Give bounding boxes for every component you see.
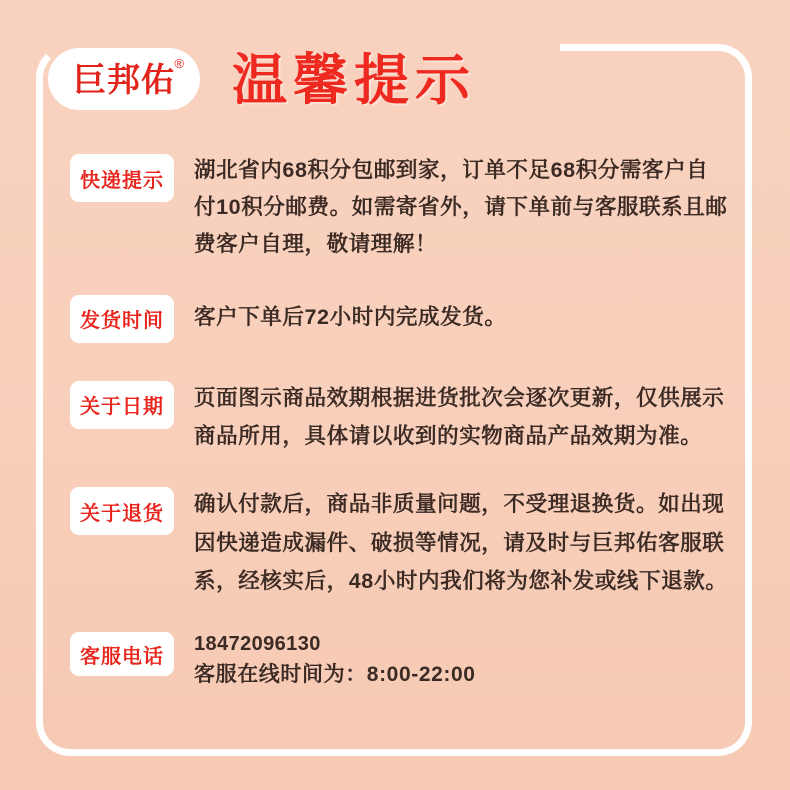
registered-mark-icon: ® <box>174 56 184 71</box>
row-text-shipping: 湖北省内68积分包邮到家，订单不足68积分需客户自付10积分邮费。如需寄省外，请下单前与客服联系且邮费客户自理，敬请理解！ <box>194 158 728 256</box>
row-tag-ship-time: 发货时间 <box>70 295 174 343</box>
row-tag-shipping: 快递提示 <box>70 154 174 202</box>
list-item <box>70 630 730 691</box>
list-item <box>70 152 730 263</box>
row-tag-return: 关于退货 <box>70 487 174 535</box>
list-item <box>70 293 730 343</box>
service-phone-number[interactable]: 18472096130 <box>194 633 321 656</box>
row-text-service-phone <box>174 630 730 691</box>
page-title: 温馨提示 <box>232 49 477 111</box>
service-hours: 客服在线时间为：8:00-22:00 <box>194 663 476 687</box>
row-tag-service-phone: 客服电话 <box>70 632 174 676</box>
row-text-ship-time: 客户下单后72小时内完成发货。 <box>194 304 507 329</box>
row-text-return: 确认付款后，商品非质量问题，不受理退换货。如出现因快递造成漏件、破损等情况，请及时与巨邦佑客服联系，经核实后，48小时内我们将为您补发或线下退款。 <box>194 492 728 593</box>
notice-list <box>70 152 730 721</box>
list-item <box>70 485 730 600</box>
row-text-date: 页面图示商品效期根据进货批次会逐次更新，仅供展示商品所用，具体请以收到的实物商品产品效期为准。 <box>194 385 725 449</box>
brand-logo <box>48 48 200 110</box>
row-tag-date: 关于日期 <box>70 381 174 429</box>
list-item <box>70 379 730 456</box>
brand-logo-text: 巨邦佑 <box>73 60 175 98</box>
decorative-frame-top-right <box>560 44 752 84</box>
